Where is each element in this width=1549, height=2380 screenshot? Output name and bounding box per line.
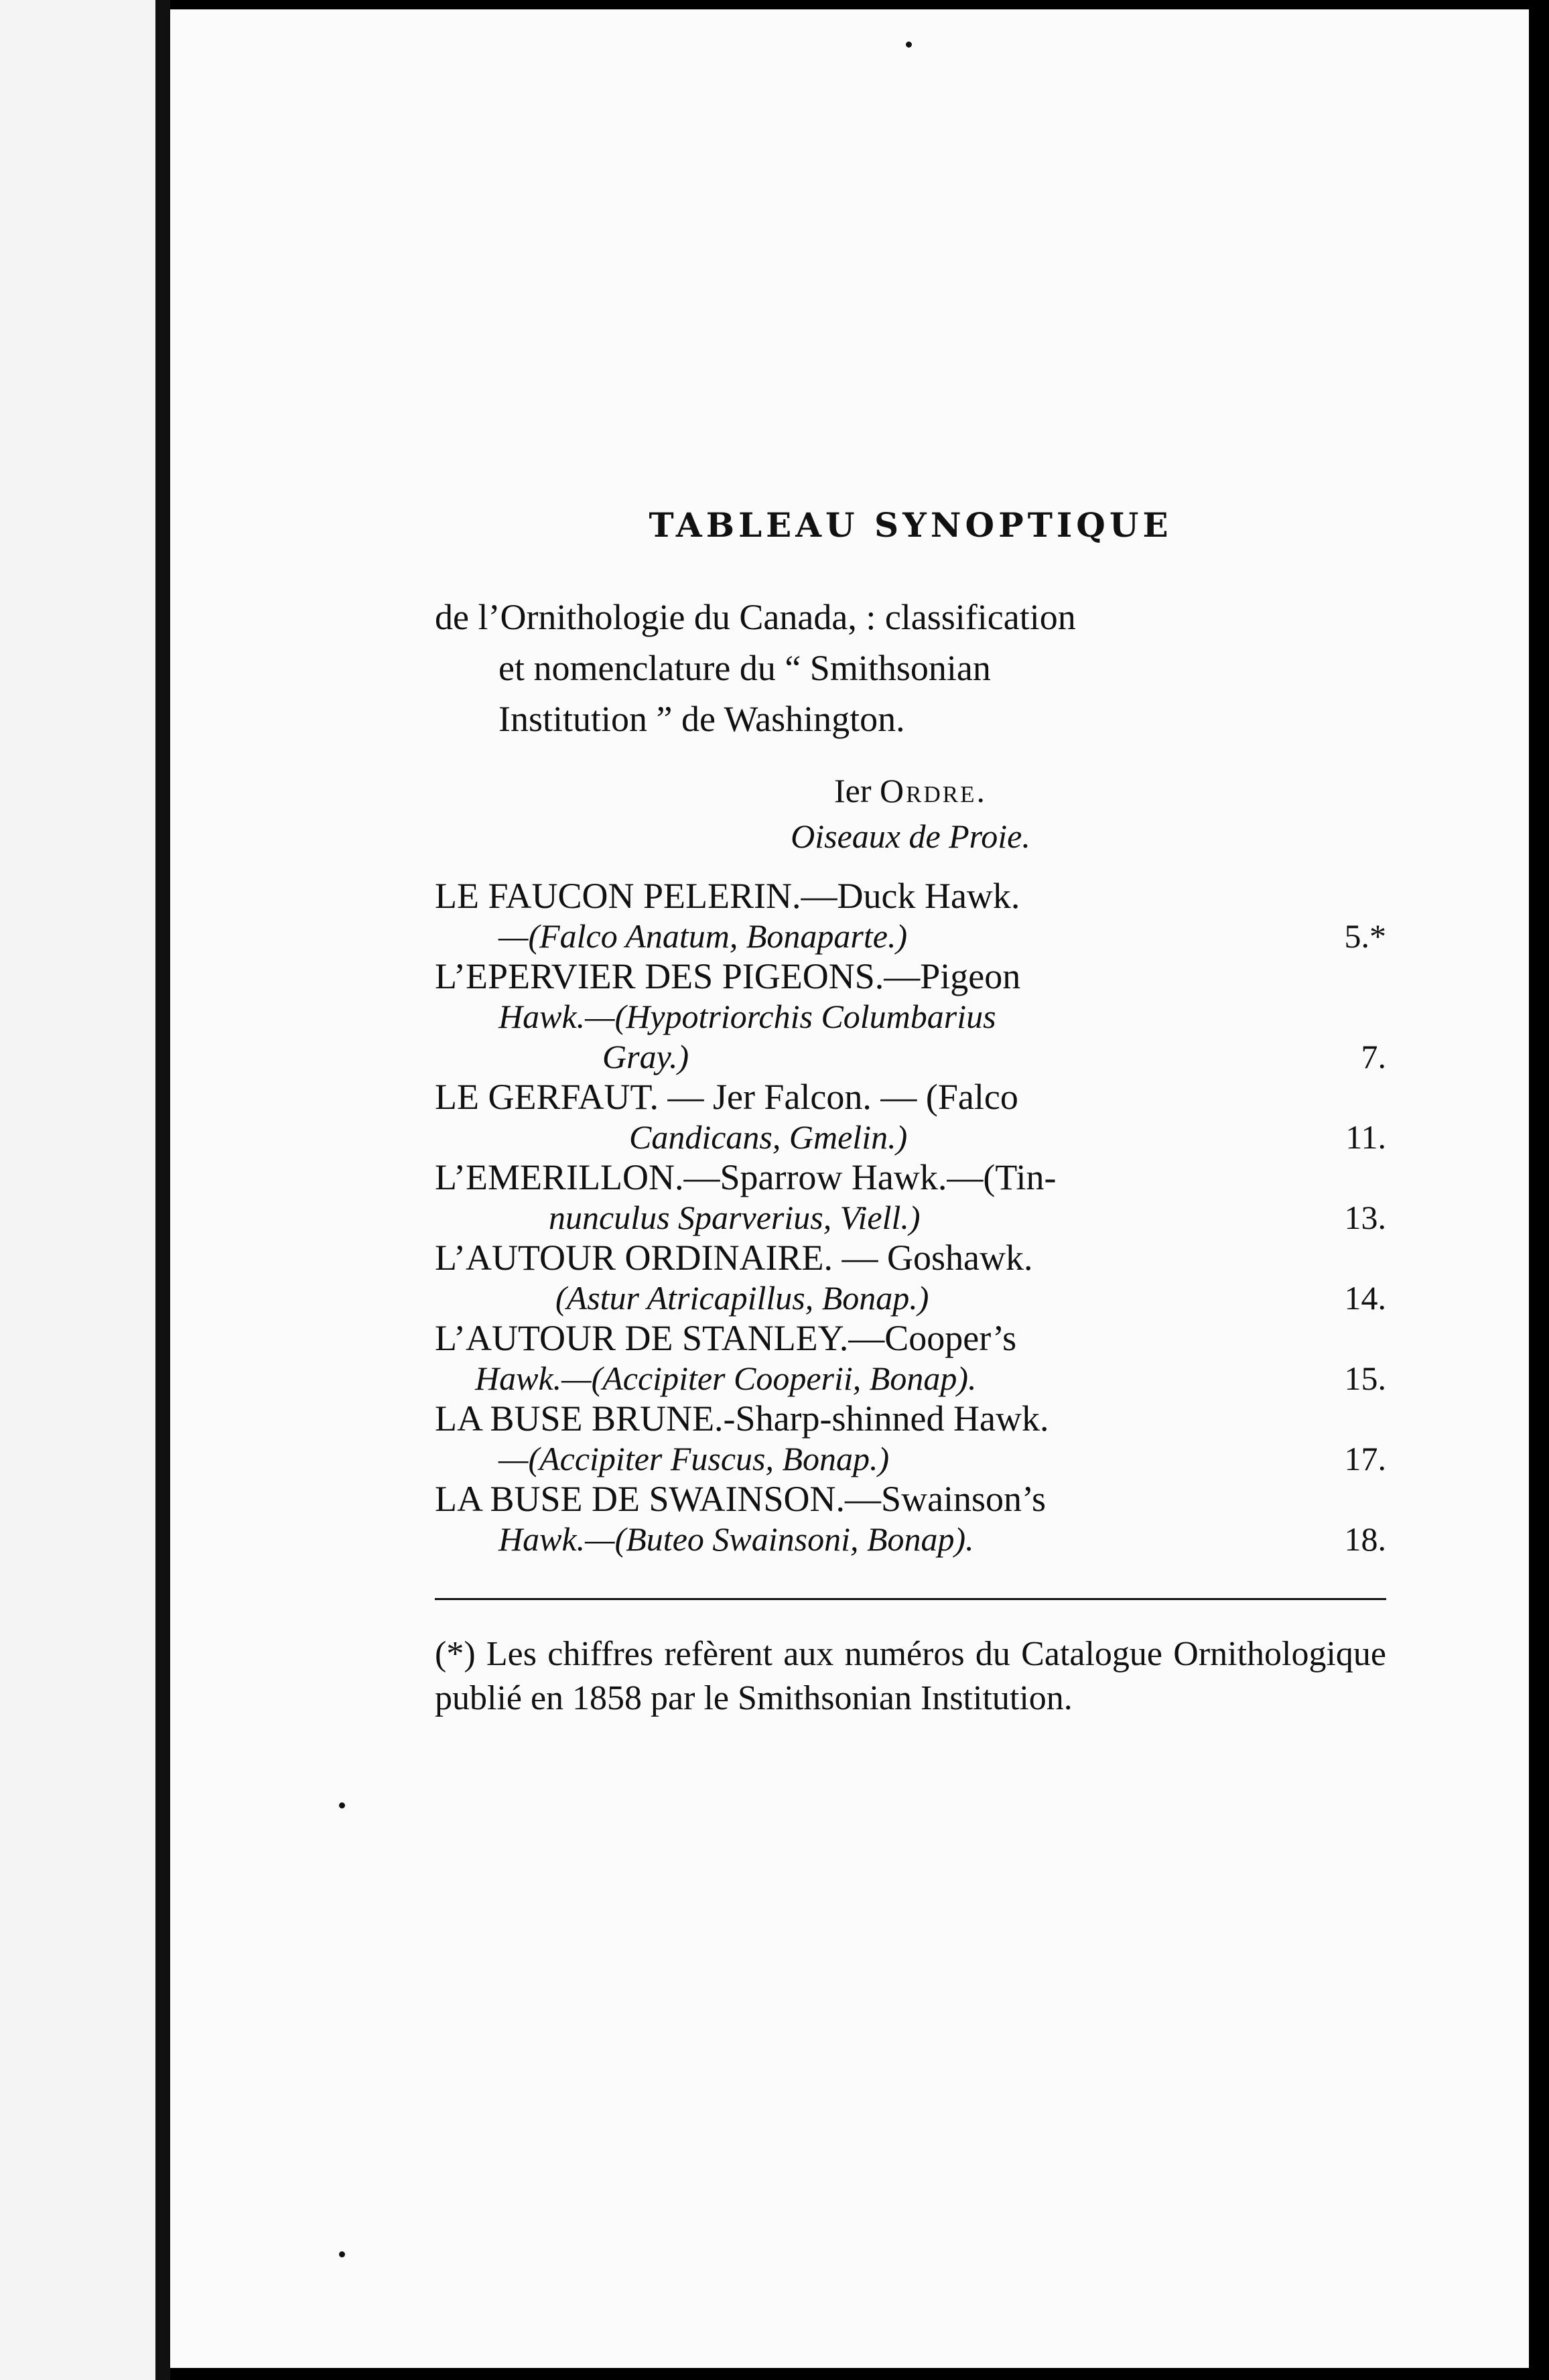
- footnote: (*) Les chiffres refèrent aux numéros du Catalogue Ornithologique publié en 1858 par le Smithsonian Institution.: [435, 1635, 1386, 1717]
- entry-scientific-name: —(Accipiter Fuscus, Bonap.): [498, 1440, 890, 1477]
- entry-heading: L’AUTOUR DE STANLEY.—Cooper’s: [435, 1318, 1017, 1358]
- list-item: [435, 1318, 1386, 1398]
- entry-catalogue-number: 18.: [1344, 1520, 1386, 1558]
- entry-detail: [435, 1439, 1386, 1479]
- entry-scientific-name: Hawk.—(Buteo Swainsoni, Bonap).: [498, 1520, 974, 1558]
- intro-line-3: Institution ” de Washington.: [498, 699, 905, 739]
- entry-scientific-name: Hawk.—(Accipiter Cooperii, Bonap).: [475, 1360, 977, 1397]
- entry-catalogue-number: 14.: [1344, 1279, 1386, 1317]
- entry-heading: LA BUSE DE SWAINSON.—Swainson’s: [435, 1479, 1047, 1519]
- entry-catalogue-number: 11.: [1345, 1118, 1386, 1156]
- entry-detail: [435, 1358, 1386, 1398]
- page-title: TABLEAU SYNOPTIQUE: [649, 505, 1172, 545]
- entry-detail: [435, 996, 1386, 1037]
- entry-heading: LA BUSE BRUNE.-Sharp-shinned Hawk.: [435, 1398, 1049, 1439]
- scan-speck: [339, 1802, 345, 1808]
- list-item: [435, 876, 1386, 956]
- scan-speck: [906, 42, 912, 48]
- entry-catalogue-number: 5.*: [1344, 917, 1386, 955]
- entry-catalogue-number: 7.: [1361, 1038, 1386, 1075]
- intro-line-1: de l’Ornithologie du Canada, : classification: [435, 597, 1076, 637]
- order-subtitle: Oiseaux de Proie.: [791, 817, 1030, 855]
- entry-detail: [435, 916, 1386, 956]
- entry-detail-continued: [435, 1037, 1386, 1077]
- left-page-edge: [0, 0, 155, 2380]
- bleed-through: [854, 358, 1403, 524]
- entry-detail: [435, 1278, 1386, 1318]
- entry-heading: LE FAUCON PELERIN.—Duck Hawk.: [435, 876, 1020, 916]
- list-item: [435, 1238, 1386, 1318]
- entry-heading: L’EMERILLON.—Sparrow Hawk.—(Tin-: [435, 1157, 1057, 1197]
- entry-catalogue-number: 15.: [1344, 1360, 1386, 1397]
- section-divider: [435, 1598, 1386, 1600]
- page-content: [435, 505, 1386, 1721]
- list-item: [435, 1157, 1386, 1238]
- entry-scientific-name: —(Falco Anatum, Bonaparte.): [498, 917, 908, 955]
- entry-catalogue-number: 17.: [1344, 1440, 1386, 1477]
- entry-detail: [435, 1519, 1386, 1559]
- entry-scientific-name: Candicans, Gmelin.): [629, 1118, 908, 1156]
- order-number: Ier: [834, 772, 872, 809]
- entry-heading: LE GERFAUT. — Jer Falcon. — (Falco: [435, 1077, 1018, 1117]
- entry-detail: [435, 1197, 1386, 1238]
- list-item: [435, 1077, 1386, 1157]
- entry-heading: L’AUTOUR ORDINAIRE. — Goshawk.: [435, 1238, 1033, 1278]
- intro-paragraph: [435, 592, 1386, 744]
- entry-scientific-name: (Astur Atricapillus, Bonap.): [555, 1279, 929, 1317]
- book-page: [170, 9, 1529, 2368]
- intro-line-2: et nomenclature du “ Smithsonian: [498, 648, 991, 688]
- order-word: Ordre.: [880, 772, 987, 809]
- order-heading: [435, 771, 1386, 810]
- entry-heading: L’EPERVIER DES PIGEONS.—Pigeon: [435, 956, 1021, 996]
- entry-scientific-name: Hawk.—(Hypotriorchis Columbarius: [498, 998, 996, 1035]
- list-item: [435, 956, 1386, 1077]
- entry-scientific-name-cont: Gray.): [602, 1038, 689, 1075]
- entry-detail: [435, 1117, 1386, 1157]
- entry-catalogue-number: 13.: [1344, 1199, 1386, 1236]
- list-item: [435, 1479, 1386, 1559]
- entry-scientific-name: nunculus Sparverius, Viell.): [549, 1199, 921, 1236]
- binding-shadow: [155, 0, 170, 2380]
- list-item: [435, 1398, 1386, 1479]
- scan-speck: [339, 2251, 345, 2257]
